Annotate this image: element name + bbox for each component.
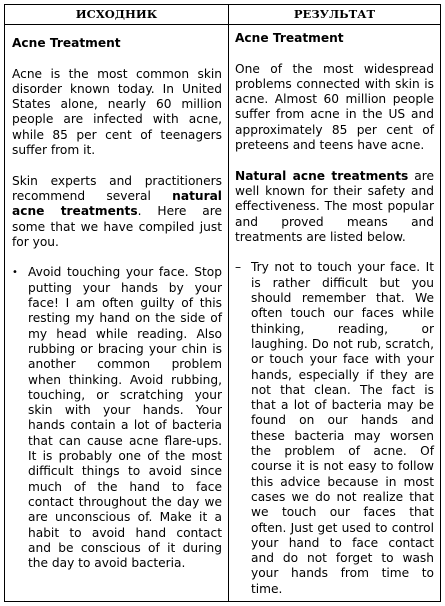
source-paragraph-2: [12, 174, 222, 250]
header-source: ИСХОДНИК: [5, 5, 229, 25]
bullet-icon: •: [12, 267, 18, 279]
comparison-table: [4, 4, 441, 602]
source-column: [5, 25, 229, 601]
source-paragraph-1: Acne is the most common skin disorder known today. In United States alone, nearly 60 million people are infected with acne, while 85 per cent of teenagers suffer from it.: [12, 66, 222, 158]
result-p2-bold: Natural acne treatments: [235, 168, 409, 183]
source-p2-bold: natural acne treatments: [12, 188, 222, 219]
source-p2-start: Skin experts and practitioners recommend several: [12, 173, 222, 203]
source-list-item-text: Avoid touching your face. Stop putting your hands by your face! I am often guilty of this resting my hand on the side of my head while reading. Also rubbing or bracing your chin is another common problem when thinking. Avoid rubbing, touching, or scratching your skin with your hands. Your hands contain a lot of bacteria that can cause acne flare-ups. It is probably one of the most difficult things to avoid since much of the hand to face contact throughout the day we are unconscious of. Make it a habit to avoid hand contact and be conscious of it during the day to avoid bacteria.: [28, 265, 222, 571]
result-paragraph-1: One of the most widespread problems connected with skin is acne. Almost 60 million people suffer from acne in the US and approximately 85 per cent of preteens and teens have acne.: [235, 61, 434, 153]
header-result: РЕЗУЛЬТАТ: [229, 5, 440, 25]
result-paragraph-2: [235, 169, 434, 245]
result-p2-end: are well known for their safety and effectiveness. The most popular and proved means and treatments are listed below.: [235, 168, 434, 244]
result-column: [229, 25, 440, 601]
dash-icon: –: [235, 260, 242, 275]
source-title: Acne Treatment: [12, 36, 121, 50]
result-list: [235, 260, 434, 597]
result-list-item-text: Try not to touch your face. It is rather difficult but you should remember that. We often touch our faces while thinking, reading, or laughing. Do not rub, scratch, or touch your face with your hands, especially if they are not that clean. The fact is that a lot of bacteria may be found on our hands and these bacteria may worsen the problem of acne. Of course it is not easy to follow this advice because in most cases we do not realize that we touch our faces that often. Just get used to control your hand to face contact and do not forget to wash your hands from time to time.: [251, 260, 434, 596]
source-p2-end: . Here are some that we have compiled just for you.: [12, 204, 222, 249]
list-item: [235, 260, 434, 597]
result-title: Acne Treatment: [235, 31, 344, 45]
list-item: [12, 265, 222, 571]
source-list: [12, 265, 222, 571]
